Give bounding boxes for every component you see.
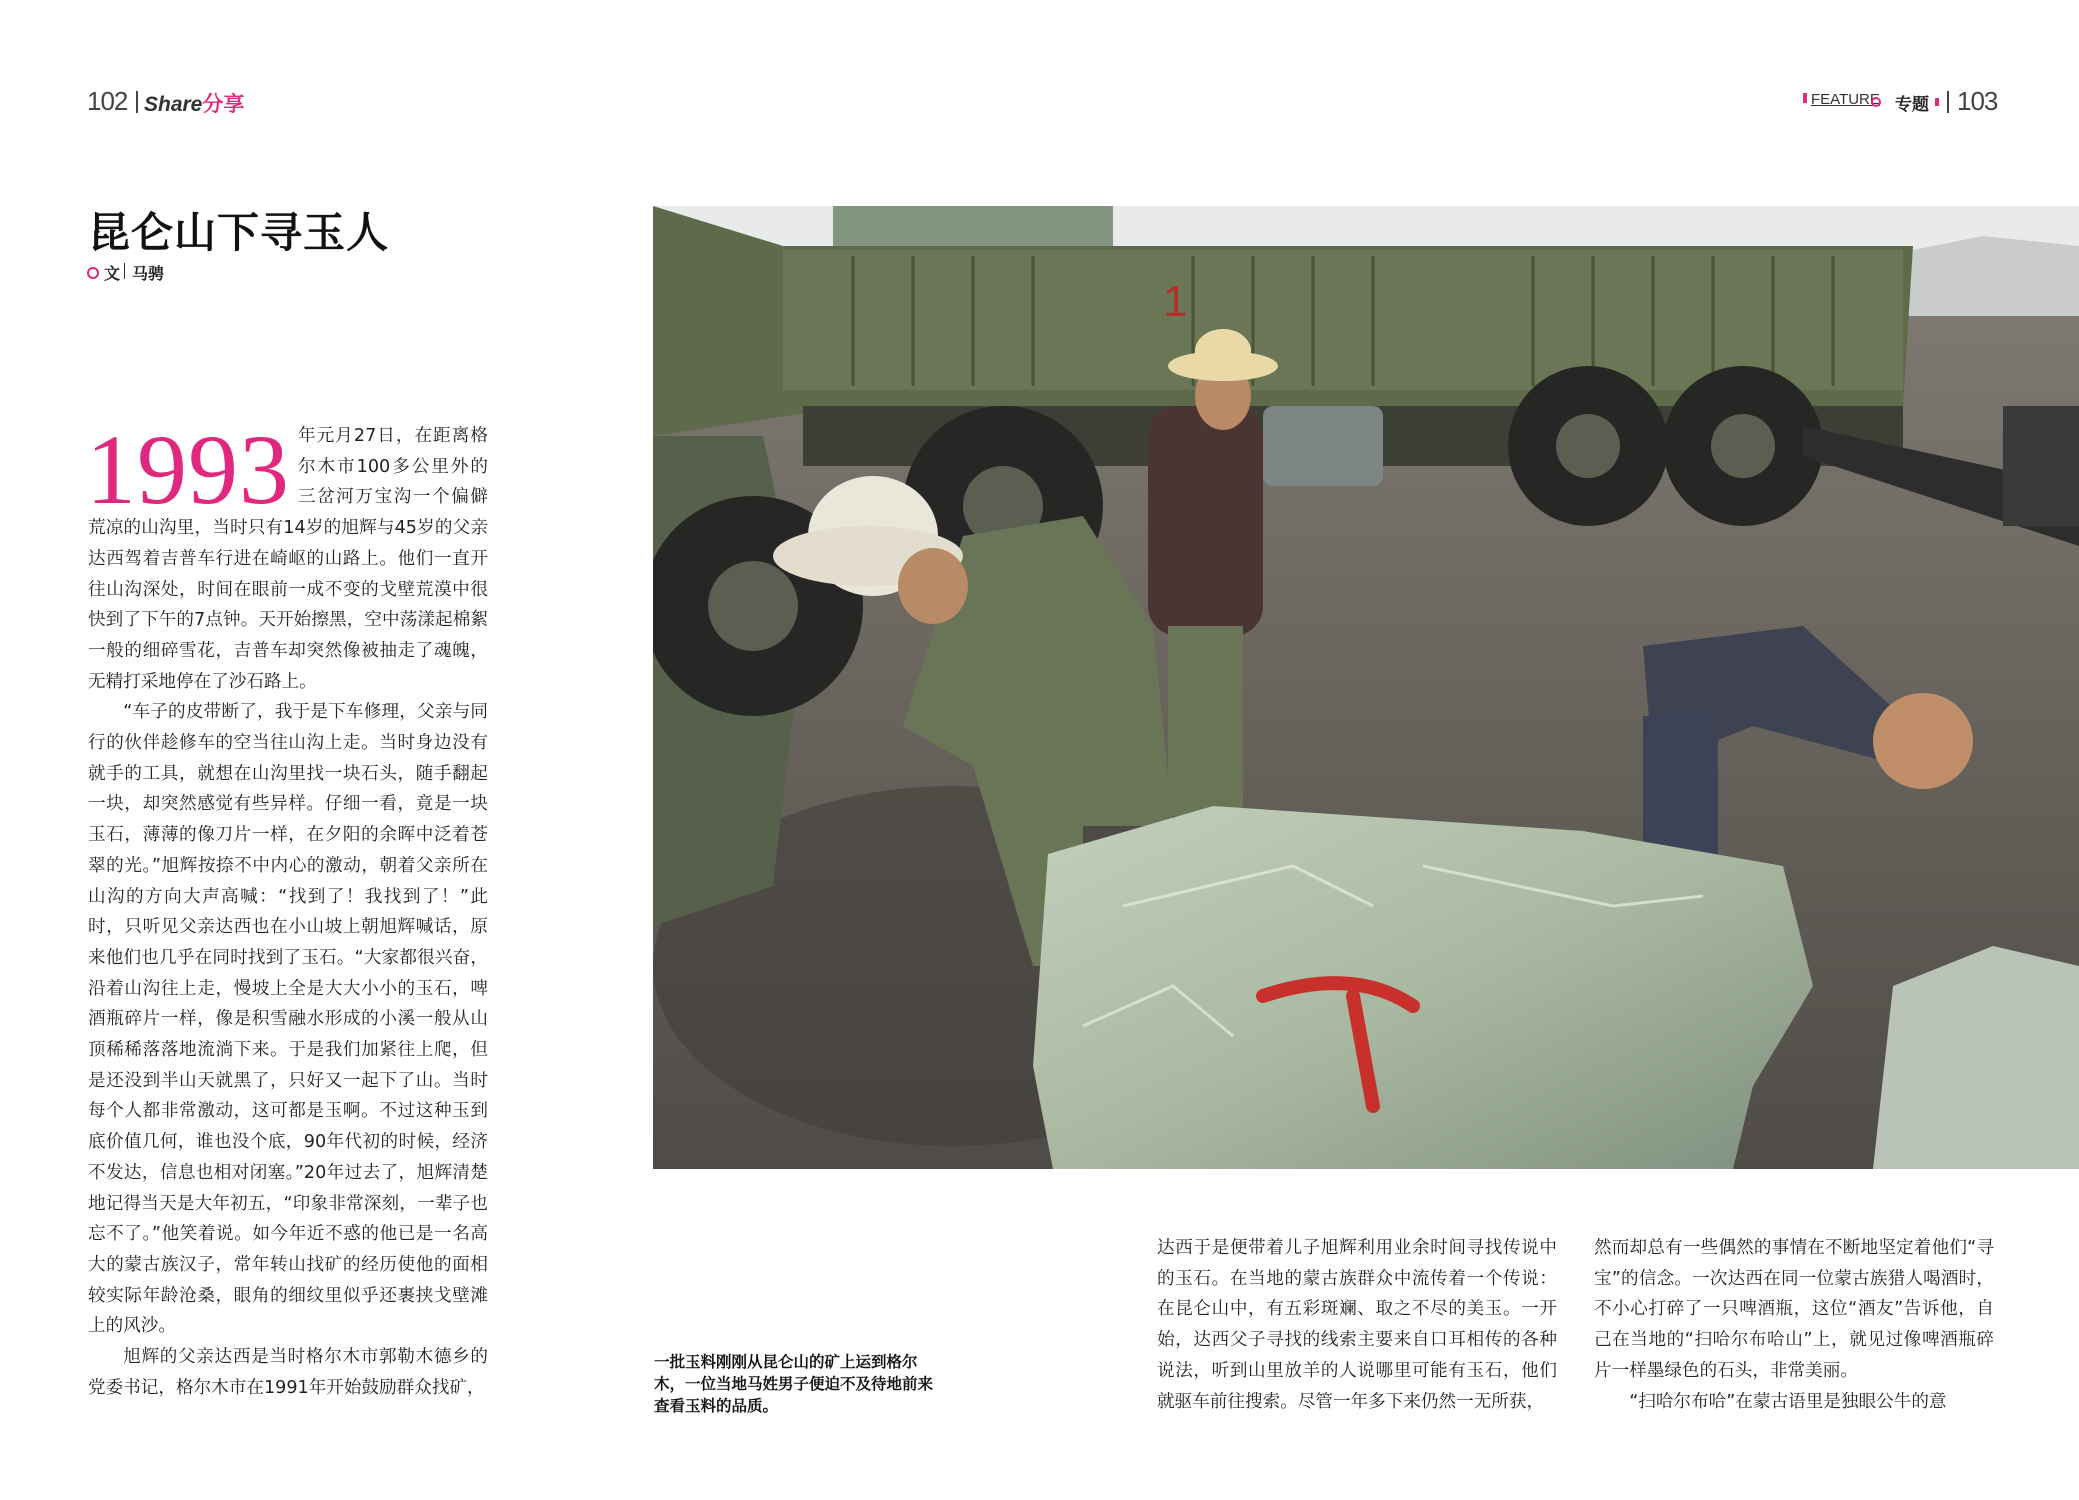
header-divider-right xyxy=(1947,91,1949,113)
truck-mark: 1 xyxy=(1163,277,1188,326)
paragraph: 年元月27日，在距离格尔木市100多公里外的三岔河万宝沟一个偏僻荒凉的山沟里，当时只有14岁的旭辉与45岁的父亲达西驾着吉普车行进在崎岖的山路上。他们一直开往山沟深处，时间在眼前一成不变的戈壁荒漠中很快到了下午的7点钟。天开始擦黑，空中荡漾起棉絮一般的细碎雪花，吉普车却突然像被抽走了魂魄，无精打采地停在了沙石路上。 xyxy=(88,426,488,692)
brand-logo xyxy=(144,88,244,118)
paragraph: “扫哈尔布哈”在蒙古语里是独眼公牛的意 xyxy=(1629,1391,1947,1412)
brand-chinese: 分享 xyxy=(202,93,245,116)
photo-illustration xyxy=(653,206,2079,1169)
section-label: 专题 xyxy=(1895,95,1929,115)
paragraph: 然而却总有一些偶然的事情在不断地坚定着他们“寻宝”的信念。一次达西在同一位蒙古族猎人喝酒时，不小心打碎了一只啤酒瓶，这位“酒友”告诉他，自己在当地的“扫哈尔布哈山”上，就见过像啤酒瓶碎片一样墨绿色的石头，非常美丽。 xyxy=(1594,1238,1994,1381)
feature-label: FEATURE xyxy=(1811,91,1880,108)
article-photo xyxy=(653,206,2079,1169)
brand-latin: Share xyxy=(144,93,203,116)
article-title: 昆仑山下寻玉人 xyxy=(88,208,390,257)
byline-separator xyxy=(124,263,125,279)
byline-prefix: 文 xyxy=(104,264,121,283)
paragraph: 旭辉的父亲达西是当时格尔木市郭勒木德乡的党委书记，格尔木市在1991年开始鼓励群众找矿， xyxy=(88,1347,488,1398)
feature-marker-icon xyxy=(1803,93,1807,103)
body-column-2 xyxy=(1157,1233,1557,1417)
byline-author: 马骋 xyxy=(132,264,165,283)
photo-caption: 一批玉料刚刚从昆仑山的矿上运到格尔木，一位当地马姓男子便迫不及待地前来查看玉料的品质。 xyxy=(654,1353,934,1415)
paragraph: “车子的皮带断了，我于是下车修理，父亲与同行的伙伴趁修车的空当往山沟上走。当时身边没有就手的工具，就想在山沟里找一块石头，随手翻起一块，却突然感觉有些异样。仔细一看，竟是一块玉石，薄薄的像刀片一样，在夕阳的余晖中泛着苍翠的光。”旭辉按捺不中内心的激动，朝着父亲所在山沟的方向大声高喊：“找到了！我找到了！”此时，只听见父亲达西也在小山坡上朝旭辉喊话，原来他们也几乎在同时找到了玉石。“大家都很兴奋，沿着山沟往上走，慢坡上全是大大小小的玉石，啤酒瓶碎片一样，像是积雪融水形成的小溪一般从山顶稀稀落落地流淌下来。于是我们加紧往上爬，但是还没到半山天就黑了，只好又一起下了山。当时每个人都非常激动，这可都是玉啊。不过这种玉到底价值几何，谁也没个底，90年代初的时候，经济不发达，信息也相对闭塞。”20年过去了，旭辉清楚地记得当天是大年初五，“印象非常深刻，一辈子也忘不了。”他笑着说。如今年近不惑的他已是一名高大的蒙古族汉子，常年转山找矿的经历使他的面相较实际年龄沧桑，眼角的细纹里似乎还裹挟戈壁滩上的风沙。 xyxy=(88,702,488,1337)
body-column-1 xyxy=(86,414,488,1404)
left-page-number: 102 xyxy=(87,86,128,116)
ring-icon xyxy=(1871,97,1881,107)
section-marker-icon xyxy=(1935,98,1939,106)
drop-cap: 1993 xyxy=(86,414,290,525)
paragraph: 达西于是便带着儿子旭辉利用业余时间寻找传说中的玉石。在当地的蒙古族群众中流传着一个传说：在昆仑山中，有五彩斑斓、取之不尽的美玉。一开始，达西父子寻找的线索主要来自口耳相传的各种说法，听到山里放羊的人说哪里可能有玉石，他们就驱车前往搜索。尽管一年多下来仍然一无所获， xyxy=(1157,1238,1557,1412)
right-page-number: 103 xyxy=(1957,86,1998,116)
byline-ring-icon xyxy=(87,267,99,279)
header-divider xyxy=(136,91,138,113)
body-column-3 xyxy=(1594,1233,1994,1417)
